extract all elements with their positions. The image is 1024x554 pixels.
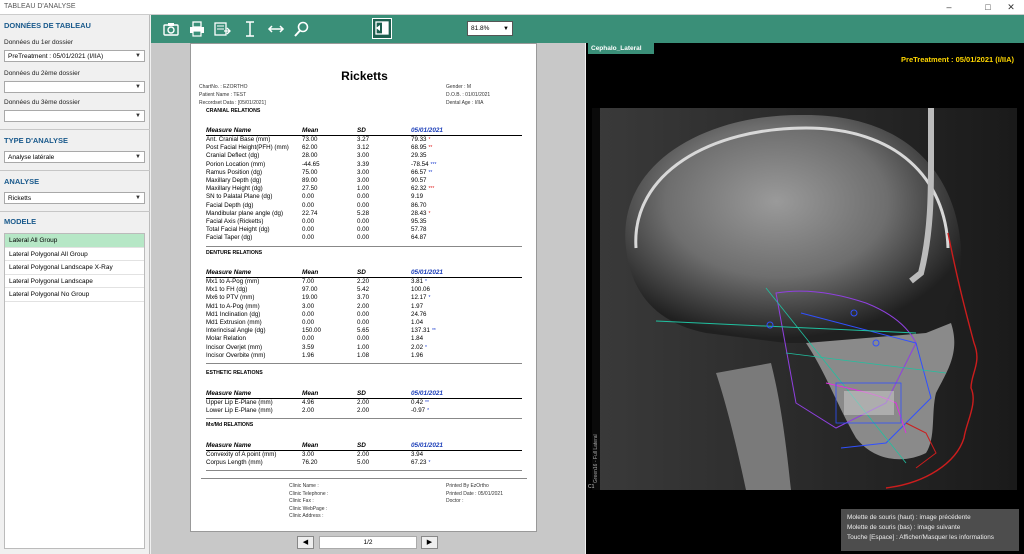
header-cell: Mean: [302, 390, 319, 397]
table-cell: 0.00: [357, 226, 370, 234]
close-button[interactable]: ✕: [1007, 2, 1015, 12]
dossier1-value: PreTreatment : 05/01/2021 (I/IIA): [8, 53, 104, 60]
table-cell: 27.50: [302, 185, 318, 193]
title-bar: [0, 0, 1024, 15]
table-cell: Total Facial Height (dg): [206, 226, 270, 234]
table-cell: 22.74: [302, 209, 318, 217]
value-cell: 90.57: [411, 177, 427, 184]
value-cell: -0.97: [411, 407, 426, 415]
model-item[interactable]: Lateral Polygonal No Group: [5, 288, 144, 302]
zoom-select[interactable]: [467, 21, 513, 36]
table-cell: 2.20: [357, 278, 370, 285]
table-cell: 0.00: [357, 319, 370, 326]
table-cell: [411, 218, 426, 226]
table-cell: 0.00: [302, 226, 315, 234]
header-cell: Measure Name: [206, 442, 252, 449]
value-cell: 9.19: [411, 193, 424, 201]
toggle-panel-icon[interactable]: [372, 18, 392, 39]
table-cell: [411, 451, 423, 459]
dossier2-select[interactable]: [4, 81, 145, 93]
divider: [0, 170, 150, 171]
report-section-title: Mx/Md RELATIONS: [206, 422, 254, 428]
table-cell: 0.00: [357, 234, 370, 242]
analysis-type-value: Analyse latérale: [8, 154, 55, 161]
page-indicator[interactable]: 1/2: [319, 536, 417, 549]
deviation-marker: ***: [430, 161, 437, 168]
table-header: [206, 269, 522, 278]
table-row: [206, 399, 522, 407]
xray-side-label: Green16 - Full Lateral: [593, 434, 599, 483]
dossier2-label: Données du 2ème dossier: [4, 70, 80, 77]
table-cell: Facial Taper (dg): [206, 234, 253, 242]
table-cell: 0.00: [302, 218, 315, 225]
camera-icon[interactable]: [162, 20, 180, 38]
chevron-down-icon: ▼: [503, 26, 509, 32]
table-cell: [411, 286, 430, 294]
deviation-marker: *: [425, 344, 427, 351]
chart-no: ChartNo. : EZORTHO: [199, 84, 248, 90]
table-cell: [411, 459, 430, 467]
value-cell: 29.35: [411, 152, 427, 160]
table-cell: Ant. Cranial Base (mm): [206, 136, 271, 143]
dossier3-select[interactable]: [4, 110, 145, 122]
cephalo-xray-image[interactable]: [586, 43, 1024, 554]
table-cell: 150.00: [302, 327, 321, 335]
value-cell: 1.84: [411, 335, 424, 343]
deviation-marker: **: [428, 169, 433, 176]
table-header: [206, 442, 522, 451]
report-section-title: DENTURE RELATIONS: [206, 250, 263, 256]
table-cell: 3.00: [302, 302, 315, 310]
table-cell: 0.00: [302, 201, 315, 209]
table-cell: Md1 Inclination (dg): [206, 310, 261, 318]
value-cell: -78.54: [411, 160, 429, 168]
divider: [206, 363, 522, 364]
table-row: [206, 144, 522, 152]
table-cell: [411, 193, 423, 201]
table-row: [206, 451, 522, 459]
table-cell: 2.00: [302, 407, 315, 415]
table-cell: [411, 169, 432, 177]
table-cell: 0.00: [302, 234, 315, 242]
header-cell: Measure Name: [206, 390, 252, 397]
table-cell: [411, 152, 426, 160]
deviation-marker: **: [425, 400, 429, 406]
table-row: [206, 161, 522, 169]
table-row: [206, 459, 522, 467]
table-cell: Mx6 to PTV (mm): [206, 294, 255, 302]
value-cell: 57.78: [411, 226, 427, 234]
table-cell: 1.96: [302, 351, 315, 359]
table-row: [206, 278, 522, 286]
table-cell: 0.00: [302, 193, 315, 201]
patient-name: Patient Name : TEST: [199, 92, 247, 98]
table-cell: Convexity of A point (mm): [206, 451, 277, 458]
section-title-modele: MODELE: [4, 217, 37, 226]
value-cell: 24.76: [411, 310, 427, 318]
header-cell: SD: [357, 442, 366, 449]
table-cell: Molar Relation: [206, 335, 246, 343]
table-cell: 2.00: [357, 399, 370, 406]
table-row: [206, 327, 522, 335]
table-cell: 3.00: [357, 152, 370, 160]
gender: Gender : M: [446, 84, 472, 90]
table-row: [206, 407, 522, 415]
model-item[interactable]: Lateral Polygonal Landscape: [5, 275, 144, 289]
table-cell: Incisor Overbite (mm): [206, 351, 266, 359]
table-cell: 0.00: [302, 319, 315, 326]
header-cell: 05/01/2021: [411, 127, 443, 134]
table-cell: [411, 177, 426, 185]
table-cell: 5.42: [357, 286, 370, 294]
dossier1-select[interactable]: [4, 50, 145, 62]
analyse-select[interactable]: [4, 192, 145, 204]
table-cell: 73.00: [302, 136, 318, 143]
fit-height-icon[interactable]: [241, 20, 259, 38]
header-cell: SD: [357, 127, 366, 134]
value-cell: 68.95: [411, 144, 427, 152]
table-cell: 5.00: [357, 459, 370, 467]
table-cell: Ramus Position (dg): [206, 168, 263, 176]
table-cell: 76.20: [302, 459, 318, 467]
report-page: [190, 43, 537, 532]
info-line: Touche [Espace] : Afficher/Masquer les informations: [847, 534, 994, 541]
value-cell: 3.94: [411, 451, 424, 458]
analysis-type-select[interactable]: [4, 151, 145, 163]
header-cell: 05/01/2021: [411, 269, 443, 276]
toolbar: [151, 15, 1024, 43]
header-cell: SD: [357, 269, 366, 276]
table-cell: [411, 136, 430, 144]
table-cell: 2.00: [357, 451, 370, 458]
divider: [206, 470, 522, 471]
divider: [201, 478, 527, 479]
table-cell: [411, 234, 426, 242]
table-cell: Mx1 to FH (dg): [206, 286, 248, 294]
print-line: Doctor :: [446, 498, 464, 505]
header-cell: SD: [357, 390, 366, 397]
minimize-button[interactable]: –: [946, 2, 952, 12]
table-cell: Maxillary Height (dg): [206, 185, 263, 193]
table-cell: [411, 311, 426, 319]
table-cell: Mx1 to A-Pog (mm): [206, 278, 260, 285]
xray-corner-label: C1: [588, 484, 595, 490]
table-cell: 3.70: [357, 294, 370, 302]
dob: D.O.B. : 01/01/2021: [446, 92, 491, 98]
table-cell: 3.00: [357, 168, 370, 176]
table-header: [206, 127, 522, 136]
print-icon[interactable]: [188, 20, 206, 38]
recordset-data: Recordset Data : [05/01/2021]: [199, 100, 266, 106]
clinic-line: Clinic Telephone :: [289, 490, 329, 497]
table-cell: Mandibular plane angle (dg): [206, 209, 284, 217]
divider: [0, 211, 150, 212]
report-viewer: [151, 43, 585, 554]
chevron-down-icon: ▼: [135, 195, 141, 201]
clinic-line: Clinic WebPage :: [289, 505, 328, 512]
table-cell: 0.00: [357, 310, 370, 318]
table-cell: 3.39: [357, 160, 370, 168]
value-cell: 95.35: [411, 218, 427, 225]
table-cell: Upper Lip E-Plane (mm): [206, 399, 273, 406]
table-cell: 19.00: [302, 294, 318, 302]
table-cell: Facial Axis (Ricketts): [206, 218, 264, 225]
section-title-analyse: ANALYSE: [4, 177, 40, 186]
table-cell: Porion Location (mm): [206, 160, 266, 168]
table-cell: Incisor Overjet (mm): [206, 343, 263, 351]
table-cell: Corpus Length (mm): [206, 459, 263, 467]
table-cell: [411, 327, 436, 335]
table-cell: 97.00: [302, 286, 318, 294]
table-header: [206, 390, 522, 399]
section-title-type: TYPE D'ANALYSE: [4, 136, 69, 145]
table-cell: SN to Palatal Plane (dg): [206, 193, 273, 201]
table-cell: 0.00: [357, 201, 370, 209]
deviation-marker: ***: [428, 186, 435, 193]
table-row: [206, 303, 522, 311]
report-title: Ricketts: [341, 69, 388, 83]
info-line: Molette de souris (haut) : image précédente: [847, 514, 971, 521]
prev-page-button[interactable]: ◀: [297, 536, 314, 549]
table-row: [206, 311, 522, 319]
table-cell: 89.00: [302, 177, 318, 184]
dental-age: Dental Age : I/IIA: [446, 100, 484, 106]
print-line: Printed By EzOrtho: [446, 483, 489, 489]
table-cell: [411, 407, 429, 415]
table-cell: 1.00: [357, 185, 370, 193]
table-cell: 28.00: [302, 152, 318, 160]
table-cell: [411, 185, 434, 193]
value-cell: 137.31: [411, 327, 430, 335]
info-overlay: [841, 509, 1019, 551]
table-cell: [411, 344, 427, 352]
table-cell: 3.00: [357, 177, 370, 184]
value-cell: 62.32: [411, 185, 427, 193]
value-cell: 1.04: [411, 319, 424, 326]
report-section-title: CRANIAL RELATIONS: [206, 108, 261, 114]
analyse-value: Ricketts: [8, 195, 32, 202]
dossier1-label: Données du 1er dossier: [4, 39, 74, 46]
table-cell: -44.65: [302, 160, 320, 168]
table-row: [206, 210, 522, 218]
table-cell: Post Facial Height(PFH) (mm): [206, 144, 289, 152]
table-cell: 2.00: [357, 407, 370, 415]
table-cell: 1.00: [357, 343, 370, 351]
table-row: [206, 335, 522, 343]
value-cell: 79.33: [411, 136, 427, 143]
table-cell: 4.96: [302, 399, 315, 406]
divider: [206, 418, 522, 419]
chevron-down-icon: ▼: [135, 113, 141, 119]
pretreatment-label: PreTreatment : 05/01/2021 (I/IIA): [901, 55, 1014, 64]
search-icon[interactable]: [293, 20, 311, 38]
value-cell: 66.57: [411, 168, 427, 176]
next-page-button[interactable]: ▶: [421, 536, 438, 549]
value-cell: 64.87: [411, 234, 427, 242]
table-row: [206, 136, 522, 144]
deviation-marker: *: [428, 460, 431, 467]
table-cell: 0.00: [302, 335, 315, 343]
table-row: [206, 185, 522, 193]
table-row: [206, 177, 522, 185]
table-cell: Facial Depth (dg): [206, 201, 254, 209]
table-cell: Md1 Extrusion (mm): [206, 319, 262, 326]
clinic-info: [289, 483, 328, 521]
value-cell: 67.23: [411, 459, 427, 467]
table-row: [206, 286, 522, 294]
table-cell: 3.00: [302, 451, 315, 458]
table-cell: Cranial Deflect (dg): [206, 152, 260, 160]
model-item[interactable]: Lateral Polygonal All Group: [5, 248, 144, 262]
header-cell: Mean: [302, 269, 319, 276]
header-cell: Mean: [302, 442, 319, 449]
table-row: [206, 202, 522, 210]
table-row: [206, 226, 522, 234]
table-cell: 0.00: [357, 218, 370, 225]
clinic-line: Clinic Address :: [289, 513, 324, 520]
value-cell: 2.02: [411, 343, 424, 351]
table-row: [206, 319, 522, 327]
value-cell: 28.43: [411, 209, 427, 217]
divider: [206, 246, 522, 247]
value-cell: 3.81: [411, 278, 424, 285]
table-cell: 3.59: [302, 343, 315, 351]
table-cell: [411, 210, 430, 218]
header-cell: Mean: [302, 127, 319, 134]
table-cell: 62.00: [302, 144, 318, 152]
table-cell: [411, 278, 427, 286]
table-cell: [411, 202, 426, 210]
clinic-line: Clinic Name :: [289, 483, 319, 489]
table-cell: Md1 to A-Pog (mm): [206, 302, 260, 310]
table-row: [206, 218, 522, 226]
table-cell: 3.27: [357, 136, 370, 143]
deviation-marker: **: [431, 328, 436, 335]
table-cell: [411, 161, 436, 169]
zoom-value: 81.8%: [471, 25, 490, 32]
value-cell: 1.96: [411, 351, 424, 359]
table-row: [206, 344, 522, 352]
deviation-marker: *: [427, 408, 430, 415]
cephalo-panel: [586, 43, 1024, 554]
value-cell: 100.06: [411, 286, 430, 294]
table-cell: [411, 335, 423, 343]
table-cell: [411, 294, 430, 302]
table-cell: 0.00: [357, 335, 370, 343]
table-cell: 1.08: [357, 351, 370, 359]
deviation-marker: **: [428, 145, 433, 152]
print-info: [446, 483, 503, 506]
divider: [0, 129, 150, 130]
table-cell: [411, 303, 423, 311]
deviation-marker: *: [425, 279, 427, 285]
export-icon[interactable]: [213, 20, 231, 38]
value-cell: 1.97: [411, 302, 424, 310]
dossier3-label: Données du 3ème dossier: [4, 99, 80, 106]
model-item[interactable]: Lateral All Group: [5, 234, 144, 248]
header-cell: 05/01/2021: [411, 390, 443, 397]
chevron-down-icon: ▼: [135, 53, 141, 59]
table-cell: Lower Lip E-Plane (mm): [206, 407, 273, 415]
fit-width-icon[interactable]: [267, 20, 285, 38]
chevron-down-icon: ▼: [135, 154, 141, 160]
value-cell: 86.70: [411, 201, 427, 209]
section-title-data: DONNÉES DE TABLEAU: [4, 21, 91, 30]
table-row: [206, 234, 522, 242]
left-panel: [0, 15, 150, 554]
table-row: [206, 294, 522, 302]
info-line: Molette de souris (bas) : image suivante: [847, 524, 961, 531]
table-cell: 7.00: [302, 278, 315, 285]
table-cell: Maxillary Depth (dg): [206, 177, 262, 184]
table-cell: [411, 226, 426, 234]
table-cell: [411, 352, 423, 360]
chevron-down-icon: ▼: [135, 84, 141, 90]
value-cell: 0.42: [411, 399, 424, 406]
header-cell: 05/01/2021: [411, 442, 443, 449]
deviation-marker: *: [428, 210, 431, 217]
table-row: [206, 169, 522, 177]
table-row: [206, 152, 522, 160]
table-cell: 0.00: [357, 193, 370, 201]
image-tab[interactable]: Cephalo_Lateral: [588, 43, 654, 54]
deviation-marker: *: [428, 137, 431, 143]
clinic-line: Clinic Fax :: [289, 498, 314, 505]
window-title: TABLEAU D'ANALYSE: [4, 3, 76, 10]
table-cell: Interincisal Angle (dg): [206, 327, 266, 335]
maximize-button[interactable]: □: [985, 2, 991, 12]
table-cell: 5.28: [357, 209, 370, 217]
print-line: Printed Date : 05/01/2021: [446, 490, 503, 497]
deviation-marker: *: [428, 295, 431, 302]
table-cell: 75.00: [302, 168, 318, 176]
table-cell: 0.00: [302, 310, 315, 318]
header-cell: Measure Name: [206, 127, 252, 134]
report-section-title: ESTHETIC RELATIONS: [206, 370, 263, 376]
table-cell: 5.65: [357, 327, 370, 335]
table-cell: 2.00: [357, 302, 370, 310]
table-cell: [411, 144, 432, 152]
header-cell: Measure Name: [206, 269, 252, 276]
model-item[interactable]: Lateral Polygonal Landscape X-Ray: [5, 261, 144, 275]
table-row: [206, 352, 522, 360]
value-cell: 12.17: [411, 294, 427, 302]
table-cell: [411, 399, 429, 407]
model-list: [4, 233, 145, 549]
table-row: [206, 193, 522, 201]
table-cell: 3.12: [357, 144, 370, 152]
table-cell: [411, 319, 423, 327]
